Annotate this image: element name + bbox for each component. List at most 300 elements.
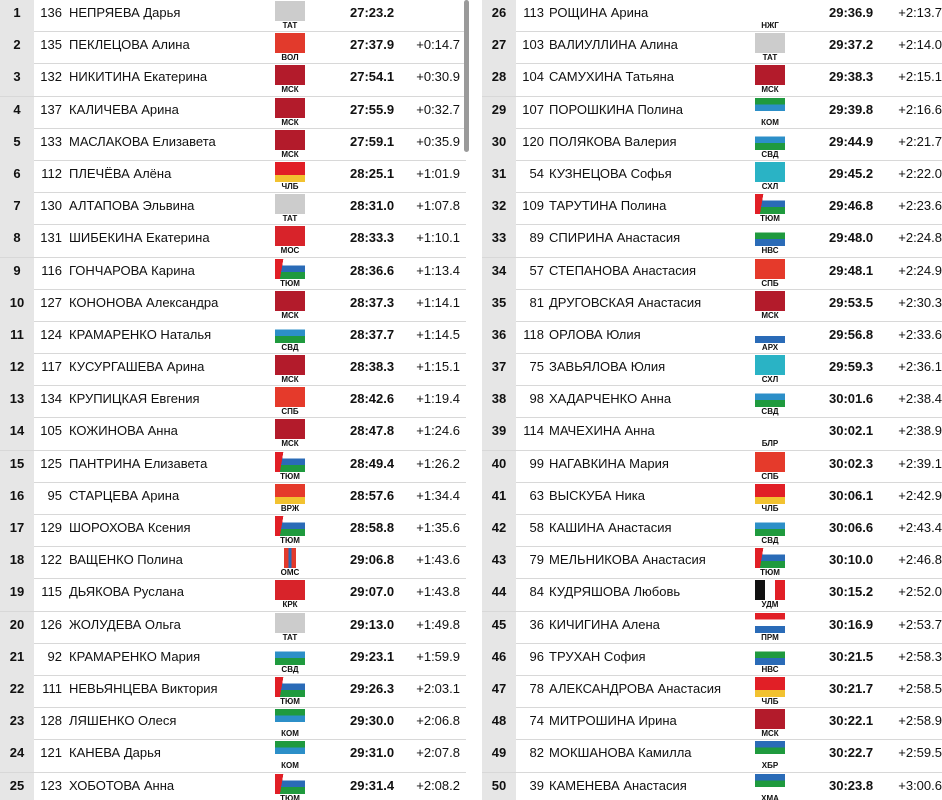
region-flag-icon	[752, 483, 788, 515]
place-cell: 9	[0, 258, 34, 290]
time-gap: +1:13.4	[416, 262, 460, 278]
finish-time: 30:06.1	[829, 487, 874, 503]
finish-time: 29:56.8	[829, 326, 874, 342]
region-code: ТЮМ	[760, 214, 780, 224]
time-gap: +2:59.5	[898, 745, 942, 761]
time-gap: +1:14.1	[416, 294, 460, 310]
athlete-name: КРАМАРЕНКО Наталья	[69, 326, 212, 342]
bib-number: 99	[529, 455, 544, 471]
table-row	[482, 547, 942, 579]
place-cell: 40	[482, 451, 516, 483]
flag-icon	[755, 645, 785, 665]
table-row	[0, 193, 466, 225]
place-cell: 12	[0, 354, 34, 386]
athlete-name: МЕЛЬНИКОВА Анастасия	[549, 552, 706, 568]
table-row	[0, 64, 466, 96]
place-cell: 1	[0, 0, 34, 32]
finish-time: 30:22.7	[829, 745, 874, 761]
bib-number: 63	[529, 487, 544, 503]
athlete-name: ПОРОШКИНА Полина	[549, 101, 683, 117]
region-flag-icon	[272, 483, 308, 515]
athlete-name: ТАРУТИНА Полина	[549, 198, 667, 214]
athlete-name: КИЧИГИНА Алена	[549, 616, 660, 632]
athlete-name: ВЫСКУБА Ника	[549, 487, 645, 503]
bib-number: 78	[529, 680, 544, 696]
time-gap: +2:23.6	[898, 198, 942, 214]
bib-number: 114	[523, 423, 544, 439]
place-cell: 43	[482, 547, 516, 579]
region-code: МСК	[761, 310, 779, 320]
table-row	[482, 0, 942, 32]
finish-time: 29:07.0	[350, 584, 395, 600]
bib-number: 130	[40, 198, 62, 214]
place-cell: 17	[0, 515, 34, 547]
region-code: ТЮМ	[280, 696, 300, 706]
region-flag-icon	[272, 612, 308, 644]
time-gap: +1:35.6	[416, 520, 460, 535]
athlete-name: ДЬЯКОВА Руслана	[69, 584, 184, 600]
finish-time: 29:06.8	[350, 552, 395, 568]
table-row	[0, 579, 466, 611]
bib-number: 131	[40, 230, 62, 246]
time-gap: +2:21.7	[898, 133, 942, 149]
time-gap: +2:52.0	[898, 584, 942, 600]
flag-icon	[755, 130, 785, 150]
region-flag-icon	[752, 708, 788, 740]
athlete-name: КУЗНЕЦОВА Софья	[549, 165, 672, 181]
region-flag-icon	[272, 32, 308, 64]
flag-icon	[275, 677, 305, 697]
region-code: ВОЛ	[281, 53, 299, 63]
athlete-name: КАЛИЧЕВА Арина	[69, 101, 179, 117]
flag-icon	[755, 387, 785, 407]
bib-number: 120	[522, 133, 544, 149]
table-row	[0, 483, 466, 515]
time-gap: +1:49.8	[416, 616, 460, 632]
athlete-name: ПОЛЯКОВА Валерия	[549, 133, 677, 149]
table-row	[482, 322, 942, 354]
bib-number: 117	[41, 359, 62, 375]
region-flag-icon	[752, 644, 788, 676]
place-cell: 13	[0, 386, 34, 418]
region-code: УДМ	[761, 600, 779, 610]
region-flag-icon	[752, 354, 788, 386]
place-cell: 23	[0, 708, 34, 740]
flag-icon	[755, 774, 785, 794]
time-gap: +2:22.0	[898, 165, 942, 181]
region-flag-icon	[752, 161, 788, 193]
table-row	[482, 290, 942, 322]
bib-number: 136	[40, 5, 62, 20]
table-row	[0, 322, 466, 354]
table-row	[0, 290, 466, 322]
region-code: ЧЛБ	[761, 503, 779, 513]
time-gap: +2:39.1	[898, 455, 942, 471]
time-gap: +2:15.1	[898, 69, 942, 85]
place-cell: 38	[482, 386, 516, 418]
table-row	[482, 225, 942, 257]
region-code: ТЮМ	[760, 568, 780, 578]
bib-number: 81	[529, 294, 544, 310]
time-gap: +2:33.6	[898, 326, 942, 342]
region-flag-icon	[752, 418, 788, 450]
finish-time: 30:15.2	[829, 584, 874, 600]
time-gap: +0:14.7	[416, 37, 460, 53]
flag-icon	[755, 516, 785, 536]
place-cell: 6	[0, 161, 34, 193]
flag-icon	[275, 355, 305, 375]
athlete-name: ТРУХАН София	[549, 648, 646, 664]
table-row	[0, 644, 466, 676]
time-gap: +2:58.3	[898, 648, 942, 664]
place-cell: 41	[482, 483, 516, 515]
region-flag-icon	[272, 708, 308, 740]
bib-number: 79	[529, 552, 544, 568]
athlete-name: КРУПИЦКАЯ Евгения	[69, 391, 200, 407]
flag-icon	[275, 548, 305, 568]
flag-icon	[755, 65, 785, 85]
bib-number: 105	[40, 423, 62, 439]
table-row	[482, 32, 942, 64]
scrollbar-thumb[interactable]	[464, 0, 469, 152]
finish-time: 29:53.5	[829, 294, 874, 310]
time-gap: +1:10.1	[416, 230, 460, 246]
place-cell: 44	[482, 579, 516, 611]
flag-icon	[275, 516, 305, 536]
table-row	[0, 258, 466, 290]
finish-time: 28:47.8	[350, 423, 395, 439]
bib-number: 134	[40, 391, 62, 407]
table-row	[0, 676, 466, 708]
region-flag-icon	[272, 547, 308, 579]
region-flag-icon	[752, 386, 788, 418]
place-cell: 47	[482, 676, 516, 708]
athlete-name: МАЧЕХИНА Анна	[549, 423, 655, 439]
region-flag-icon	[752, 193, 788, 225]
bib-number: 128	[40, 713, 62, 729]
time-gap: +0:32.7	[416, 101, 460, 117]
flag-icon	[755, 355, 785, 375]
bib-number: 132	[40, 69, 62, 85]
region-flag-icon	[752, 515, 788, 547]
region-flag-icon	[272, 354, 308, 386]
finish-time: 30:21.5	[829, 648, 874, 664]
flag-icon	[275, 33, 305, 53]
region-code: ХМА	[761, 793, 779, 800]
region-code: НЖГ	[761, 21, 779, 30]
table-row	[0, 161, 466, 193]
bib-number: 116	[41, 262, 62, 278]
time-gap: +2:14.0	[898, 37, 942, 53]
table-row	[0, 97, 466, 129]
region-code: ЧЛБ	[281, 181, 299, 191]
finish-time: 27:59.1	[350, 133, 395, 149]
region-flag-icon	[272, 515, 308, 547]
athlete-name: ВАЛИУЛЛИНА Алина	[549, 37, 678, 53]
table-row	[0, 708, 466, 740]
place-cell: 31	[482, 161, 516, 193]
finish-time: 29:39.8	[829, 101, 874, 117]
place-cell: 29	[482, 97, 516, 129]
flag-icon	[755, 677, 785, 697]
time-gap: +2:16.6	[898, 101, 942, 117]
region-code: ТАТ	[282, 632, 298, 642]
region-flag-icon	[272, 193, 308, 225]
region-flag-icon	[752, 773, 788, 800]
place-cell: 46	[482, 644, 516, 676]
finish-time: 29:36.9	[829, 5, 874, 20]
athlete-name: ХАДАРЧЕНКО Анна	[549, 391, 672, 407]
flag-icon	[275, 580, 305, 600]
athlete-name: ГОНЧАРОВА Карина	[69, 262, 195, 278]
bib-number: 36	[529, 616, 544, 632]
flag-icon	[755, 484, 785, 504]
finish-time: 30:22.1	[829, 713, 874, 729]
athlete-name: АЛТАПОВА Эльвина	[69, 198, 195, 214]
finish-time: 28:37.7	[350, 326, 395, 342]
region-flag-icon	[752, 547, 788, 579]
athlete-name: НЕВЬЯНЦЕВА Виктория	[69, 680, 218, 696]
table-row	[482, 451, 942, 483]
place-cell: 26	[482, 0, 516, 32]
bib-number: 58	[529, 520, 544, 535]
region-flag-icon	[752, 579, 788, 611]
athlete-name: НЕПРЯЕВА Дарья	[69, 5, 181, 20]
region-flag-icon	[752, 740, 788, 772]
time-gap: +1:43.8	[416, 584, 460, 600]
region-code: ТЮМ	[280, 278, 300, 288]
flag-icon	[755, 33, 785, 53]
finish-time: 28:42.6	[350, 391, 395, 407]
table-row	[0, 547, 466, 579]
region-code: МСК	[281, 117, 299, 127]
place-cell: 36	[482, 322, 516, 354]
place-cell: 28	[482, 64, 516, 96]
athlete-name: ОРЛОВА Юлия	[549, 326, 641, 342]
place-cell: 11	[0, 322, 34, 354]
time-gap: +2:36.1	[898, 359, 942, 375]
athlete-name: КОНОНОВА Александра	[69, 294, 219, 310]
region-flag-icon	[272, 579, 308, 611]
flag-icon	[755, 194, 785, 214]
finish-time: 27:23.2	[350, 5, 395, 20]
finish-time: 28:49.4	[350, 455, 395, 471]
time-gap: +1:07.8	[416, 198, 460, 214]
place-cell: 16	[0, 483, 34, 515]
athlete-name: КАНЕВА Дарья	[69, 745, 161, 761]
place-cell: 50	[482, 773, 516, 800]
athlete-name: ХОБОТОВА Анна	[69, 777, 175, 793]
place-cell: 49	[482, 740, 516, 772]
place-cell: 20	[0, 612, 34, 644]
region-code: МСК	[281, 310, 299, 320]
athlete-name: КОЖИНОВА Анна	[69, 423, 178, 439]
place-cell: 45	[482, 612, 516, 644]
place-cell: 24	[0, 740, 34, 772]
time-gap: +2:24.9	[898, 262, 942, 278]
finish-time: 29:45.2	[829, 165, 874, 181]
flag-icon	[755, 98, 785, 118]
time-gap: +2:53.7	[898, 616, 942, 632]
finish-time: 30:21.7	[829, 680, 874, 696]
time-gap	[398, 0, 460, 32]
bib-number: 54	[529, 165, 544, 181]
region-code: СПБ	[281, 407, 299, 417]
bib-number: 107	[522, 101, 544, 117]
region-code: ВРЖ	[280, 503, 300, 513]
bib-number: 75	[529, 359, 544, 375]
time-gap: +2:07.8	[416, 745, 460, 761]
athlete-name: КАМЕНЕВА Анастасия	[549, 777, 687, 793]
finish-time: 28:25.1	[350, 165, 395, 181]
table-row	[0, 451, 466, 483]
finish-time: 29:44.9	[829, 133, 874, 149]
flag-icon	[275, 419, 305, 439]
place-cell: 34	[482, 258, 516, 290]
table-row	[0, 0, 466, 32]
flag-icon	[755, 452, 785, 472]
time-gap: +1:26.2	[416, 455, 460, 471]
table-row	[482, 386, 942, 418]
finish-time: 29:30.0	[350, 713, 395, 729]
region-code: МСК	[281, 375, 299, 385]
flag-icon	[755, 323, 785, 343]
finish-time: 29:48.1	[829, 262, 874, 278]
region-flag-icon	[752, 64, 788, 96]
finish-time: 30:01.6	[829, 391, 874, 407]
region-code: АРХ	[761, 342, 779, 352]
time-gap: +2:13.7	[898, 5, 942, 20]
flag-icon	[275, 323, 305, 343]
place-cell: 37	[482, 354, 516, 386]
athlete-name: КУСУРГАШЕВА Арина	[69, 359, 205, 375]
region-code: ТЮМ	[280, 471, 300, 481]
table-row	[482, 579, 942, 611]
flag-icon	[755, 613, 785, 633]
bib-number: 109	[522, 198, 544, 214]
athlete-name: МОКШАНОВА Камилла	[549, 745, 692, 761]
region-flag-icon	[752, 322, 788, 354]
flag-icon	[275, 1, 305, 21]
region-code: СПБ	[761, 471, 779, 481]
bib-number: 111	[42, 680, 62, 696]
place-cell: 19	[0, 579, 34, 611]
finish-time: 27:54.1	[350, 69, 395, 85]
time-gap: +2:43.4	[898, 520, 942, 535]
place-cell: 2	[0, 32, 34, 64]
athlete-name: СПИРИНА Анастасия	[549, 230, 681, 246]
bib-number: 84	[529, 584, 544, 600]
flag-icon	[275, 98, 305, 118]
table-row	[0, 612, 466, 644]
region-code: КРК	[282, 600, 298, 610]
athlete-name: ПЛЕЧЁВА Алёна	[69, 165, 172, 181]
finish-time: 29:31.4	[350, 777, 395, 793]
region-flag-icon	[272, 0, 308, 32]
flag-icon	[755, 419, 785, 439]
region-flag-icon	[752, 32, 788, 64]
flag-icon	[275, 387, 305, 407]
time-gap: +2:38.4	[898, 391, 942, 407]
region-code: КОМ	[281, 761, 299, 771]
place-cell: 32	[482, 193, 516, 225]
athlete-name: АЛЕКСАНДРОВА Анастасия	[549, 680, 721, 696]
bib-number: 126	[40, 616, 62, 632]
place-cell: 42	[482, 515, 516, 547]
finish-time: 28:38.3	[350, 359, 395, 375]
region-flag-icon	[272, 161, 308, 193]
region-code: МСК	[281, 149, 299, 159]
time-gap: +2:38.9	[898, 423, 942, 439]
athlete-name: ШОРОХОВА Ксения	[69, 520, 191, 535]
bib-number: 115	[41, 584, 62, 600]
bib-number: 89	[529, 230, 544, 246]
bib-number: 104	[522, 69, 544, 85]
bib-number: 133	[40, 133, 62, 149]
table-row	[0, 129, 466, 161]
place-cell: 8	[0, 225, 34, 257]
region-flag-icon	[272, 676, 308, 708]
time-gap: +2:46.8	[898, 552, 942, 568]
region-code: МСК	[761, 729, 779, 739]
region-flag-icon	[272, 97, 308, 129]
athlete-name: МАСЛАКОВА Елизавета	[69, 133, 216, 149]
place-cell: 22	[0, 676, 34, 708]
table-row	[482, 740, 942, 772]
results-column-left	[0, 0, 466, 800]
table-row	[482, 354, 942, 386]
finish-time: 30:16.9	[829, 616, 874, 632]
table-row	[482, 773, 942, 800]
region-flag-icon	[272, 644, 308, 676]
bib-number: 96	[529, 648, 544, 664]
region-code: МОС	[280, 246, 300, 256]
region-code: ЧЛБ	[761, 696, 779, 706]
region-code: СВД	[761, 407, 779, 417]
bib-number: 123	[40, 777, 62, 793]
place-cell: 3	[0, 64, 34, 96]
region-code: КОМ	[761, 117, 779, 127]
time-gap: +0:35.9	[416, 133, 460, 149]
bib-number: 57	[529, 262, 544, 278]
athlete-name: НАГАВКИНА Мария	[549, 455, 669, 471]
region-flag-icon	[272, 290, 308, 322]
region-code: СПБ	[761, 278, 779, 288]
bib-number: 121	[40, 745, 62, 761]
region-code: ТЮМ	[280, 536, 300, 545]
place-cell: 27	[482, 32, 516, 64]
place-cell: 15	[0, 451, 34, 483]
region-flag-icon	[752, 129, 788, 161]
athlete-name: КАШИНА Анастасия	[549, 520, 672, 535]
athlete-name: МИТРОШИНА Ирина	[549, 713, 677, 729]
time-gap: +2:42.9	[898, 487, 942, 503]
table-row	[0, 354, 466, 386]
athlete-name: ЗАВЬЯЛОВА Юлия	[549, 359, 666, 375]
athlete-name: РОЩИНА Арина	[549, 5, 649, 20]
bib-number: 137	[40, 101, 62, 117]
place-cell: 5	[0, 129, 34, 161]
athlete-name: ПЕКЛЕЦОВА Алина	[69, 37, 190, 53]
table-row	[482, 676, 942, 708]
region-code: КОМ	[281, 729, 299, 739]
flag-icon	[275, 484, 305, 504]
table-row	[482, 708, 942, 740]
bib-number: 113	[523, 5, 544, 20]
finish-time: 28:33.3	[350, 230, 395, 246]
bib-number: 39	[529, 777, 544, 793]
table-row	[482, 483, 942, 515]
